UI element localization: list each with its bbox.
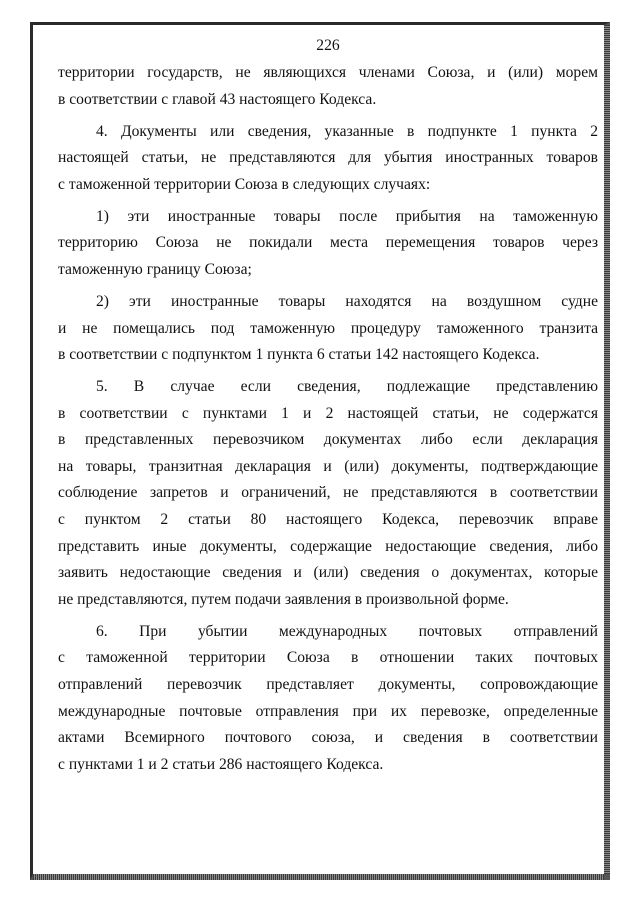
text-line: 5. В случае если сведения, подлежащие представлению (96, 378, 598, 396)
text-line: и не помещались под таможенную процедуру таможенного транзита (58, 319, 598, 337)
text-line: на товары, транзитная декларация и (или) документы, подтверждающие (58, 457, 598, 475)
paragraph-item-4 (58, 119, 598, 199)
text-line: таможенную границу Союза; (58, 260, 252, 278)
text-line: 1) эти иностранные товары после прибытия на таможенную (96, 207, 598, 225)
text-line: с пунктом 2 статьи 80 настоящего Кодекса, перевозчик вправе (58, 511, 598, 529)
text-line: в представленных перевозчиком документах либо если декларация (58, 431, 598, 449)
text-line: в соответствии с пунктами 1 и 2 настоящей статьи, не содержатся (58, 404, 598, 422)
text-line: представить иные документы, содержащие недостающие сведения, либо (58, 537, 598, 555)
text-line: международные почтовые отправления при их перевозке, определенные (58, 702, 598, 720)
text-line: в соответствии с главой 43 настоящего Кодекса. (58, 90, 377, 108)
paragraph-item-5 (58, 374, 598, 613)
text-line: актами Всемирного почтового союза, и сведения в соответствии (58, 729, 598, 747)
text-line: настоящей статьи, не представляются для убытия иностранных товаров (58, 149, 598, 167)
text-line: с пунктами 1 и 2 статьи 286 настоящего Кодекса. (58, 755, 384, 773)
document-body (58, 34, 598, 784)
text-line: с таможенной территории Союза в следующих случаях: (58, 175, 431, 193)
text-line: заявить недостающие сведения и (или) сведения о документах, которые (58, 564, 598, 582)
paragraph-item-6 (58, 619, 598, 779)
paragraph-subitem-1 (58, 204, 598, 284)
text-line: территории государств, не являющихся членами Союза, и (или) морем (58, 64, 598, 81)
text-line: соблюдение запретов и ограничений, не представляются в соответствии (58, 484, 598, 502)
page-number: 226 (316, 37, 340, 54)
text-line: не представляются, путем подачи заявления в произвольной форме. (58, 590, 509, 608)
text-line: 2) эти иностранные товары находятся на воздушном судне (96, 292, 598, 310)
text-line: в соответствии с подпунктом 1 пункта 6 статьи 142 настоящего Кодекса. (58, 346, 540, 364)
paragraph-subitem-2 (58, 289, 598, 369)
paragraph-continuation (58, 60, 598, 113)
text-line: отправлений перевозчик представляет документы, сопровождающие (58, 676, 598, 694)
text-line: с таможенной территории Союза в отношении таких почтовых (58, 649, 598, 667)
text-line: 6. При убытии международных почтовых отправлений (96, 622, 598, 640)
text-line: территорию Союза не покидали места перемещения товаров через (58, 234, 598, 252)
text-line: 4. Документы или сведения, указанные в подпункте 1 пункта 2 (96, 122, 598, 140)
